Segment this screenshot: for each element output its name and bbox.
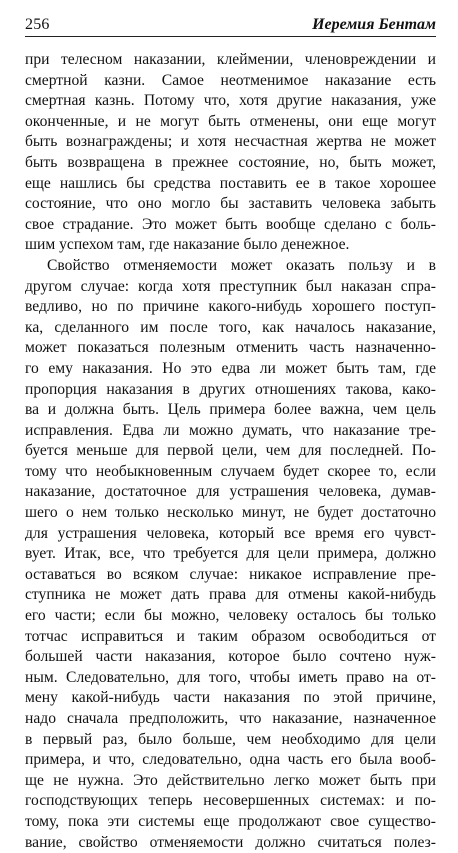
text-line: его части; если бы можно, человеку осталось бы только bbox=[25, 607, 436, 625]
text-line: при телесном наказании, клеймении, членовреждении и bbox=[25, 51, 436, 68]
text-line: мену какой-нибудь части наказания по этой причине, bbox=[25, 689, 436, 707]
running-title: Иеремия Бентам bbox=[312, 16, 436, 33]
text-line: тому что необыкновенным случаем будет скорее то, если bbox=[25, 462, 436, 480]
text-line: го ему наказания. Но это едва ли может быть там, где bbox=[25, 359, 436, 377]
text-line: ным. Следовательно, для того, чтобы иметь право на от- bbox=[25, 668, 436, 686]
text-line: состояние, что оно могло бы заставить человека забыть bbox=[25, 195, 436, 213]
text-line: вует. Итак, все, что требуется для цели примера, должно bbox=[25, 545, 436, 563]
text-line: оконченные, и не могут быть отменены, они еще могут bbox=[25, 112, 436, 130]
body-text bbox=[25, 50, 436, 853]
text-line: вание, свойство отменяемости должно считаться полез- bbox=[25, 833, 436, 851]
text-line: шим успехом там, где наказание было денежное. bbox=[25, 236, 350, 254]
text-line: тому, пока эти системы еще продолжают свое существо- bbox=[25, 812, 436, 830]
text-line: оставаться во всяком случае: никакое исправление пре- bbox=[25, 565, 436, 583]
paragraph bbox=[25, 256, 436, 853]
text-line: ступника не может дать права для отмены какой-нибудь bbox=[25, 586, 436, 604]
text-line: быть вознаграждены; и хотя несчастная жертва не может bbox=[25, 133, 436, 151]
text-line: в первый раз, было больше, чем необходимо для цели bbox=[25, 730, 436, 748]
text-line: ва и должна быть. Цель примера более важна, чем цель bbox=[25, 401, 436, 419]
paragraph bbox=[25, 50, 436, 256]
text-line: свое страдание. Это может быть вообще сделано с боль- bbox=[25, 215, 436, 233]
page-number: 256 bbox=[25, 16, 50, 33]
text-line: наказание, достаточное для устрашения человека, думав- bbox=[25, 483, 436, 501]
text-line: ка, сделанного им после того, как началось наказание, bbox=[25, 318, 436, 336]
page-header bbox=[25, 14, 436, 37]
text-line: буется меньше для первой цели, чем для последней. По- bbox=[25, 442, 436, 460]
text-line: надо сначала предположить, что наказание, назначенное bbox=[25, 710, 436, 727]
text-line: ведливо, но по причине какого-нибудь хорошего поступ- bbox=[25, 298, 436, 316]
text-line: шего о нем только несколько минут, не будет достаточно bbox=[25, 504, 436, 522]
text-line: Свойство отменяемости может оказать пользу и в bbox=[47, 256, 436, 274]
text-line: смертной казни. Самое неотменимое наказание есть bbox=[25, 71, 436, 89]
text-line: для устрашения человека, который все время его чувст- bbox=[25, 524, 436, 542]
text-line: быть возвращена в прежнее состояние, но, быть может, bbox=[25, 153, 436, 171]
text-line: может показаться полезным отменить часть назначенно- bbox=[25, 339, 436, 357]
text-line: тотчас исправиться и таким образом освободиться от bbox=[25, 627, 436, 645]
text-line: пропорция наказания в других отношениях такова, како- bbox=[25, 380, 436, 398]
text-line: смертная казнь. Потому что, хотя другие наказания, уже bbox=[25, 92, 436, 110]
text-line: еще нашлись бы средства поставить ее в такое хорошее bbox=[25, 174, 436, 192]
text-line: исправления. Едва ли можно думать, что наказание тре- bbox=[25, 421, 436, 439]
text-line: большей части наказания, которое было сочтено нуж- bbox=[25, 648, 436, 666]
text-line: господствующих теперь несовершенных системах: и по- bbox=[25, 792, 436, 810]
text-line: другом случае: когда хотя преступник был наказан спра- bbox=[25, 277, 436, 295]
text-line: ще не нужна. Это действительно легко может быть при bbox=[25, 771, 436, 789]
text-line: примера, и что, следовательно, одна часть его была вооб- bbox=[25, 751, 436, 769]
